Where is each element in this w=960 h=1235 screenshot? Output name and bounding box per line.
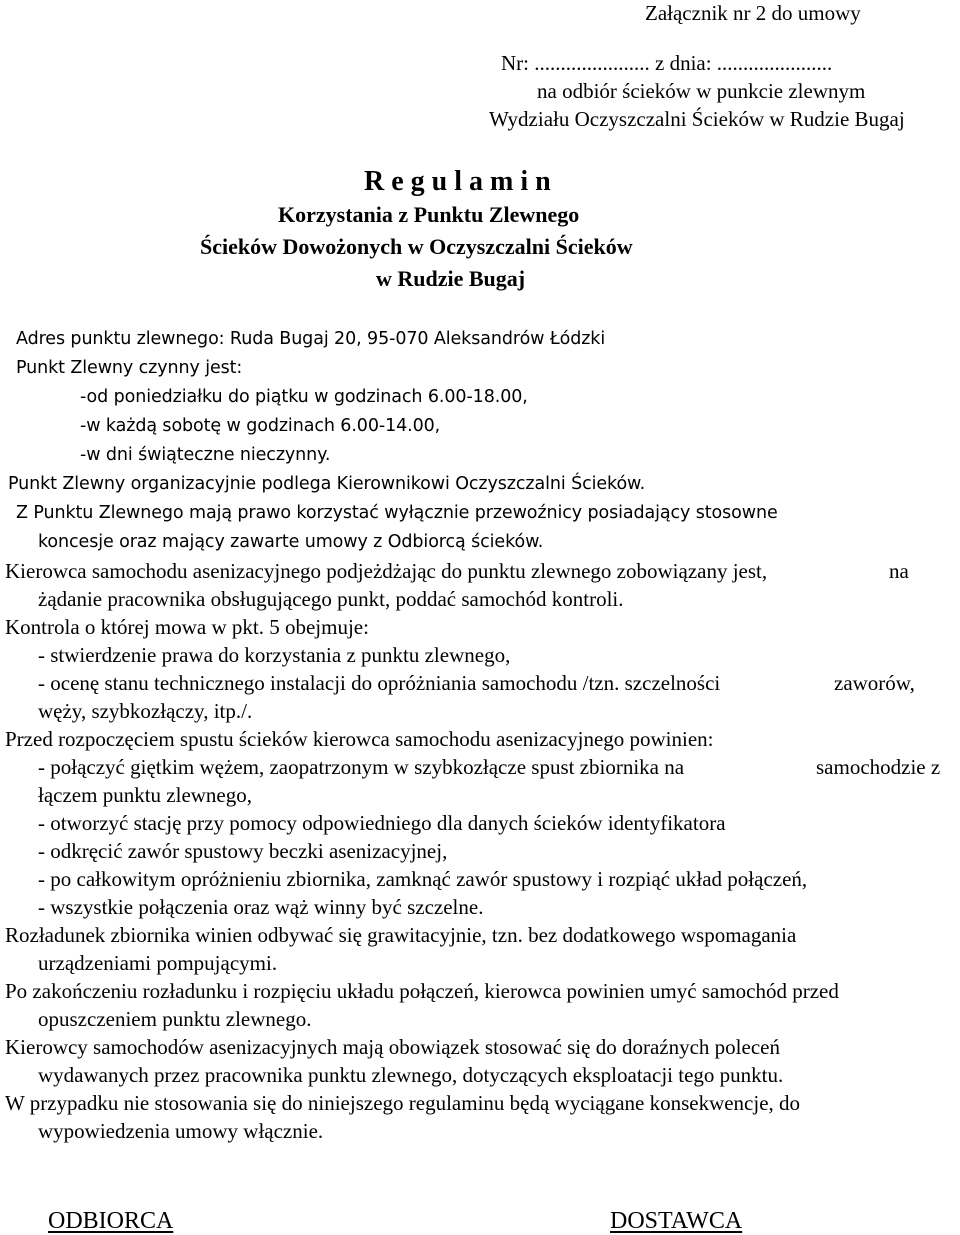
address-line: Adres punktu zlewnego: Ruda Bugaj 20, 95-070 Aleksandrów Łódzki	[16, 329, 606, 349]
rule-before-item4: - po całkowitym opróżnieniu zbiornika, zamknąć zawór spustowy i rozpiąć układ połączeń,	[38, 867, 808, 891]
rule-scope-item2c: węży, szybkozłączy, itp./.	[38, 699, 253, 723]
title-line2: Ścieków Dowożonych w Oczyszczalni Ścieków	[200, 234, 633, 259]
hours-saturday: -w każdą sobotę w godzinach 6.00-14.00,	[80, 416, 441, 436]
right-to-use-line1: Z Punktu Zlewnego mają prawo korzystać wyłącznie przewoźnicy posiadający stosowne	[16, 503, 778, 523]
rule-consequences-line1: W przypadku nie stosowania się do niniejszego regulaminu będą wyciągane konsekwencje, do	[5, 1091, 801, 1115]
rule-consequences-line2: wypowiedzenia umowy włącznie.	[38, 1119, 324, 1143]
rule-after-line1: Po zakończeniu rozładunku i rozpięciu układu połączeń, kierowca powinien umyć samochód przed	[5, 979, 839, 1003]
rule-inspection-line2: żądanie pracownika obsługującego punkt, poddać samochód kontroli.	[38, 587, 624, 611]
contract-number-line: Nr: ...................... z dnia: ......................	[501, 51, 833, 75]
rule-before-item2: - otworzyć stację przy pomocy odpowiedniego dla danych ścieków identyfikatora	[38, 811, 726, 835]
rule-before-heading: Przed rozpoczęciem spustu ścieków kierowca samochodu asenizacyjnego powinien:	[5, 727, 714, 751]
title-line3: w Rudzie Bugaj	[376, 266, 526, 291]
rule-orders-line2: wydawanych przez pracownika punktu zlewnego, dotyczących eksploatacji tego punktu.	[38, 1063, 784, 1087]
rule-before-item1a: - połączyć giętkim wężem, zaopatrzonym w szybkozłącze spust zbiornika na	[38, 755, 685, 779]
signature-supplier: DOSTAWCA	[610, 1208, 743, 1234]
title-line1: Korzystania z Punktu Zlewnego	[278, 202, 580, 227]
contract-ref-line2: Wydziału Oczyszczalni Ścieków w Rudzie Bugaj	[489, 107, 905, 131]
rule-inspection-na: na	[889, 559, 909, 583]
document-title: R e g u l a m i n	[364, 166, 551, 197]
contract-ref-line1: na odbiór ścieków w punkcie zlewnym	[537, 79, 866, 103]
rule-unloading-line2: urządzeniami pompującymi.	[38, 951, 278, 975]
rule-before-item5: - wszystkie połączenia oraz wąż winny być szczelne.	[38, 895, 484, 919]
opening-heading: Punkt Zlewny czynny jest:	[16, 358, 243, 378]
rule-inspection-line1: Kierowca samochodu asenizacyjnego podjeżdżając do punktu zlewnego zobowiązany jest,	[5, 559, 768, 583]
hours-holidays: -w dni świąteczne nieczynny.	[80, 445, 331, 465]
rule-orders-line1: Kierowcy samochodów asenizacyjnych mają obowiązek stosować się do doraźnych poleceń	[5, 1035, 780, 1059]
rule-before-item1c: łączem punktu zlewnego,	[38, 783, 252, 807]
rule-scope-item2b: zaworów,	[834, 671, 915, 695]
signature-receiver: ODBIORCA	[48, 1208, 174, 1234]
rule-scope-item2a: - ocenę stanu technicznego instalacji do opróżniania samochodu /tzn. szczelności	[38, 671, 721, 695]
rule-before-item1b: samochodzie z	[816, 755, 941, 779]
rule-scope-heading: Kontrola o której mowa w pkt. 5 obejmuje:	[5, 615, 369, 639]
rule-unloading-line1: Rozładunek zbiornika winien odbywać się grawitacyjnie, tzn. bez dodatkowego wspomagania	[5, 923, 797, 947]
rule-before-item3: - odkręcić zawór spustowy beczki asenizacyjnej,	[38, 839, 448, 863]
annex-label: Załącznik nr 2 do umowy	[645, 1, 861, 25]
right-to-use-line2: koncesje oraz mający zawarte umowy z Odbiorcą ścieków.	[38, 532, 544, 552]
rule-after-line2: opuszczeniem punktu zlewnego.	[38, 1007, 312, 1031]
hours-weekdays: -od poniedziałku do piątku w godzinach 6.00-18.00,	[80, 387, 528, 407]
subordination-line: Punkt Zlewny organizacyjnie podlega Kierownikowi Oczyszczalni Ścieków.	[8, 474, 646, 494]
rule-scope-item1: - stwierdzenie prawa do korzystania z punktu zlewnego,	[38, 643, 511, 667]
